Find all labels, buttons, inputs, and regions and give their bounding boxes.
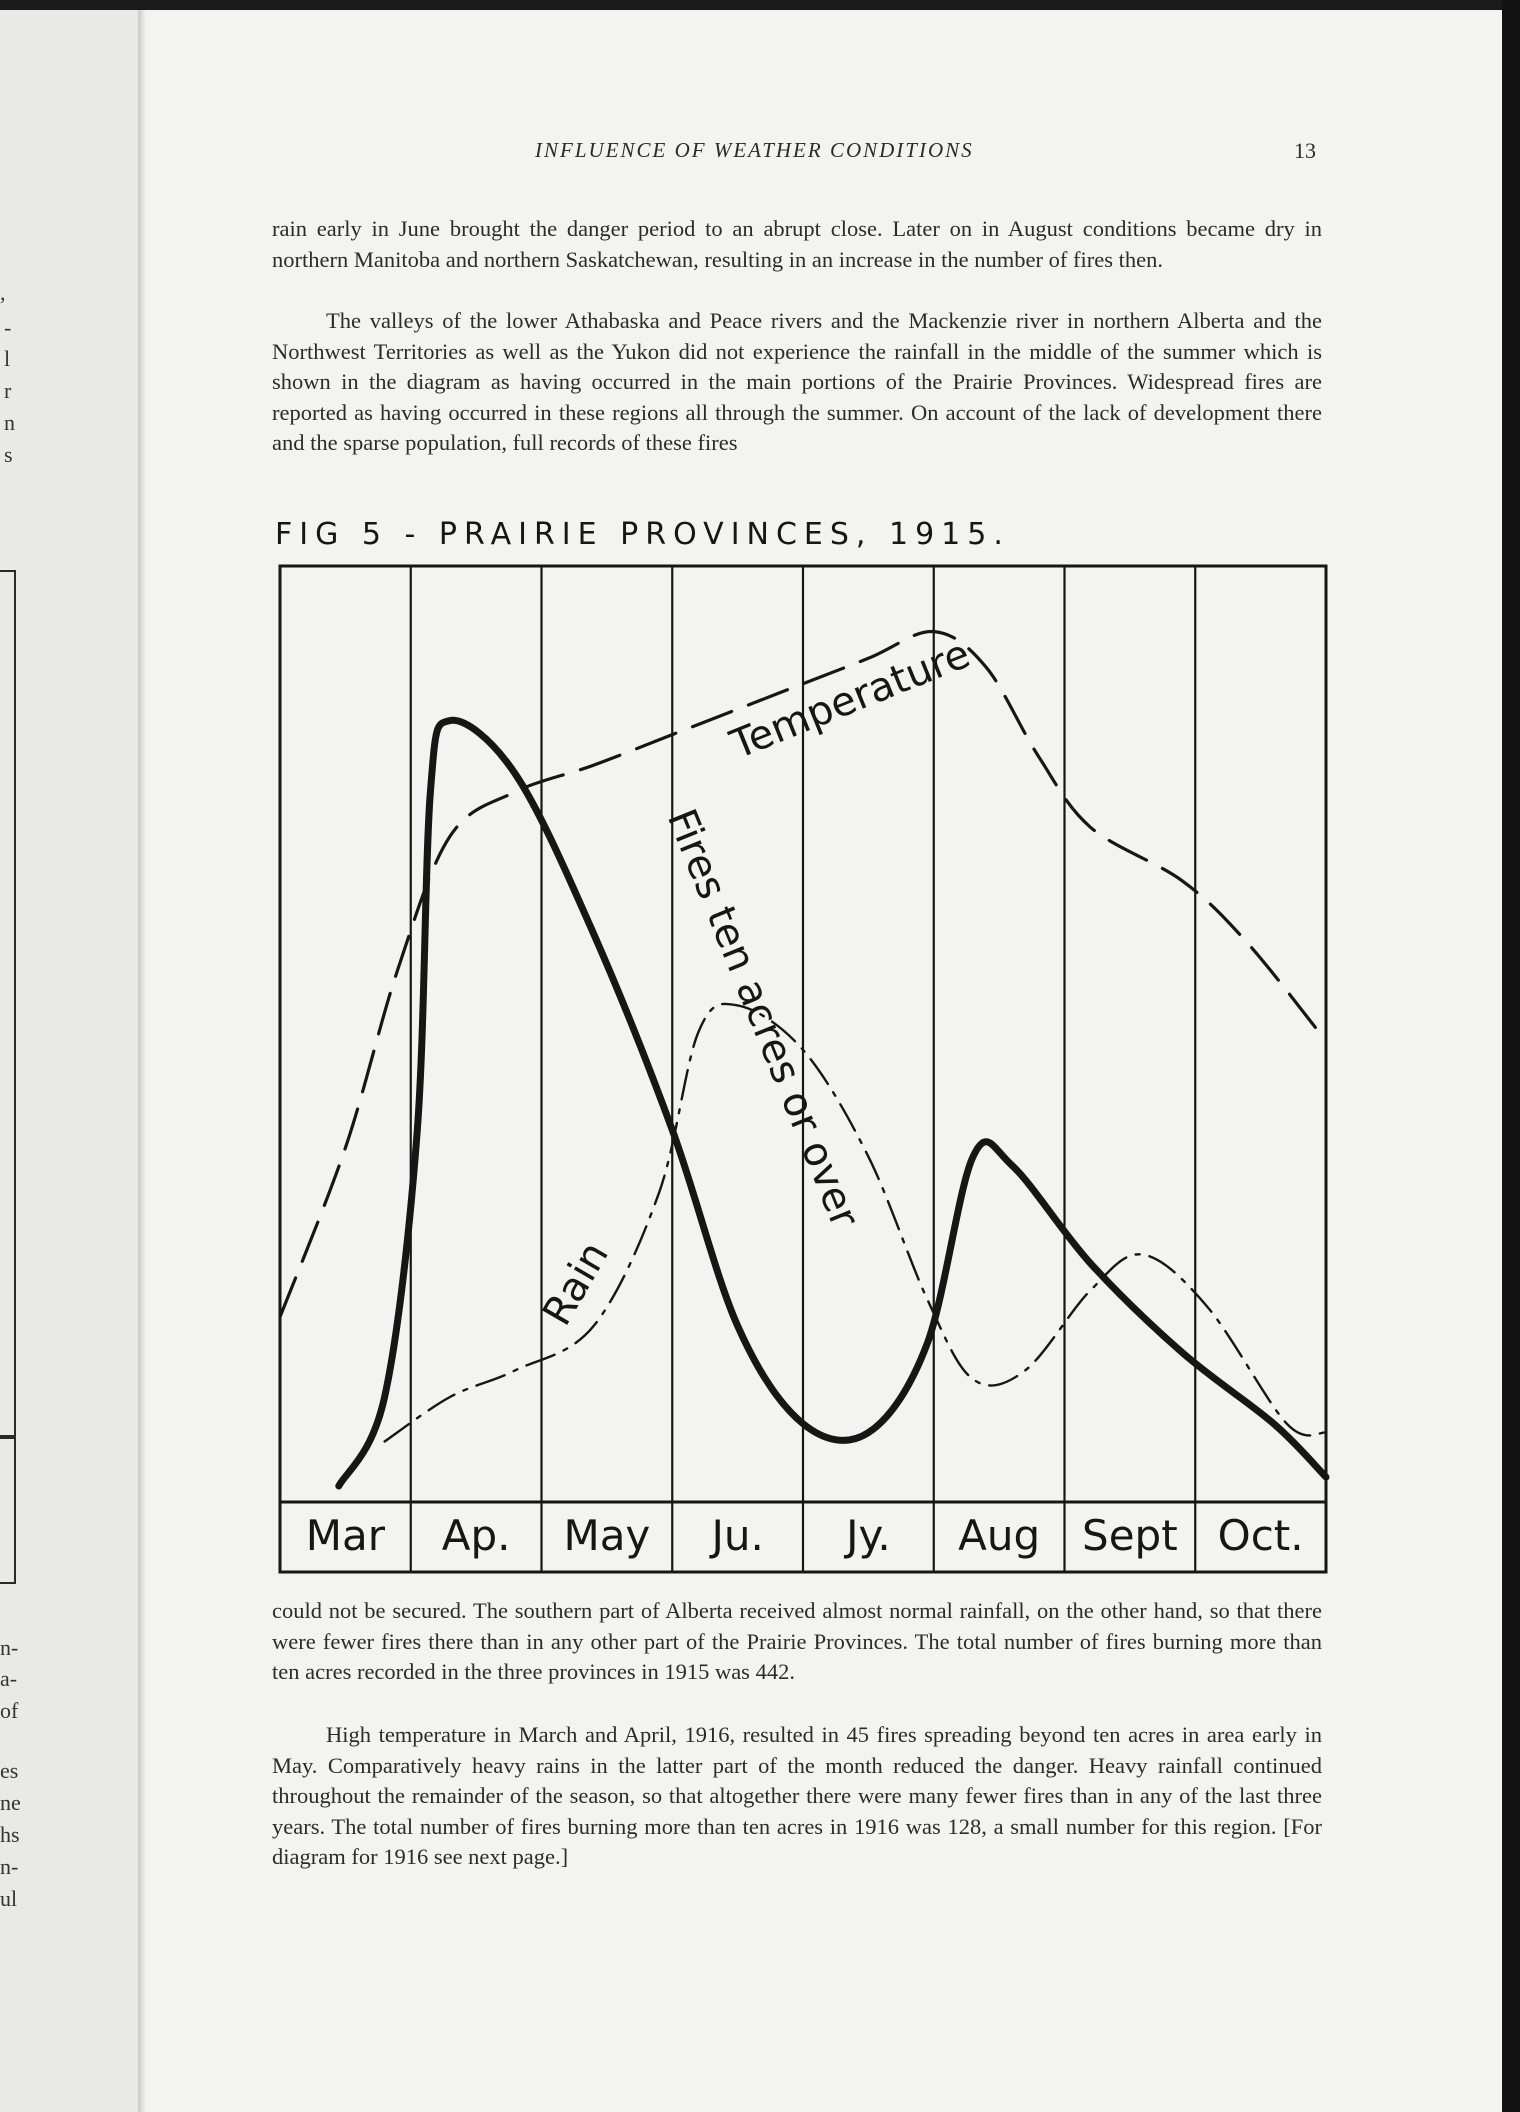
facing-page-fragment: es	[0, 1758, 19, 1783]
facing-page-fragment: -	[4, 315, 12, 340]
month-label: Sept	[1082, 1511, 1178, 1560]
facing-page-fragment: n-	[0, 1635, 19, 1660]
month-label: Aug	[958, 1511, 1041, 1560]
month-label: Ap.	[441, 1511, 511, 1560]
paragraph	[272, 214, 1322, 275]
facing-page-figure-edge	[0, 570, 16, 1439]
paragraph-text: The valleys of the lower Athabaska and Peace rivers and the Mackenzie river in northern Alberta and the Northwest Territories as well as the Yukon did not experience the rainfall in the middle of the summer which is shown in the diagram as having occurred in the main portions of the Prairie Provinces. Widespread fires are reported as having occurred in these regions all through the summer. On account of the lack of development there and the sparse population, full records of these fires	[272, 308, 1322, 456]
facing-page-fragment: n-	[0, 1854, 19, 1879]
running-head: INFLUENCE OF WEATHER CONDITIONS	[535, 138, 974, 162]
month-label: Mar	[305, 1511, 385, 1560]
facing-page-fragment: a-	[0, 1666, 18, 1691]
facing-page-figure-edge-lower	[0, 1435, 16, 1584]
scan-right-edge	[1502, 0, 1520, 2112]
facing-page	[0, 10, 140, 2112]
month-label: Oct.	[1217, 1511, 1304, 1560]
facing-page-fragment: hs	[0, 1822, 20, 1847]
facing-page-fragment: r	[4, 378, 12, 403]
series-fires-ten-acres-or-over-line	[339, 720, 1326, 1486]
facing-page-fragment: of	[0, 1698, 19, 1723]
facing-page-fragment: ,	[0, 280, 6, 305]
facing-page-fragment: l	[4, 346, 11, 371]
paragraph-text: could not be secured. The southern part of Alberta received almost normal rainfall, on the other hand, so that there were fewer fires there than in any other part of the Prairie Provinces. The total number of fires burning more than ten acres recorded in the three provinces in 1915 was 442.	[272, 1598, 1322, 1685]
facing-page-fragment: ul	[0, 1886, 18, 1911]
facing-page-fragment: s	[4, 442, 13, 467]
paragraph-text: High temperature in March and April, 1916, resulted in 45 fires spreading beyond ten acres in area early in May. Comparatively heavy rains in the latter part of the month reduced the danger. Heavy rainfall continued throughout the remainder of the season, so that altogether there were many fewer fires than in any of the last three years. The total number of fires burning more than ten acres in 1916 was 128, a small number for this region. [For diagram for 1916 see next page.]	[272, 1722, 1322, 1870]
figure-title: FIG 5 - PRAIRIE PROVINCES, 1915.	[275, 517, 1010, 552]
paragraph	[272, 1720, 1322, 1873]
figure-chart	[270, 556, 1336, 1582]
series-temperature-label: Temperature	[724, 630, 977, 769]
month-label: Jy.	[846, 1511, 891, 1560]
month-label: May	[563, 1511, 651, 1560]
page-number: 13	[1294, 138, 1316, 163]
paragraph	[272, 1596, 1322, 1688]
facing-page-fragment: ne	[0, 1790, 21, 1815]
month-label: Ju.	[711, 1511, 764, 1560]
series-fires-ten-acres-or-over-label: Fires ten acres or over	[657, 802, 868, 1234]
scan-top-edge	[0, 0, 1520, 10]
chart-label-layer	[534, 631, 976, 1333]
month-strip	[306, 1511, 1304, 1560]
book-gutter	[138, 10, 146, 2112]
paragraph-text: rain early in June brought the danger period to an abrupt close. Later on in August conditions became dry in northern Manitoba and northern Saskatchewan, resulting in an increase in the number of fires then.	[272, 216, 1322, 272]
paragraph	[272, 306, 1322, 459]
series-rain-label: Rain	[534, 1234, 618, 1334]
series-rain-line	[385, 1004, 1326, 1442]
facing-page-fragment: n	[4, 410, 15, 435]
